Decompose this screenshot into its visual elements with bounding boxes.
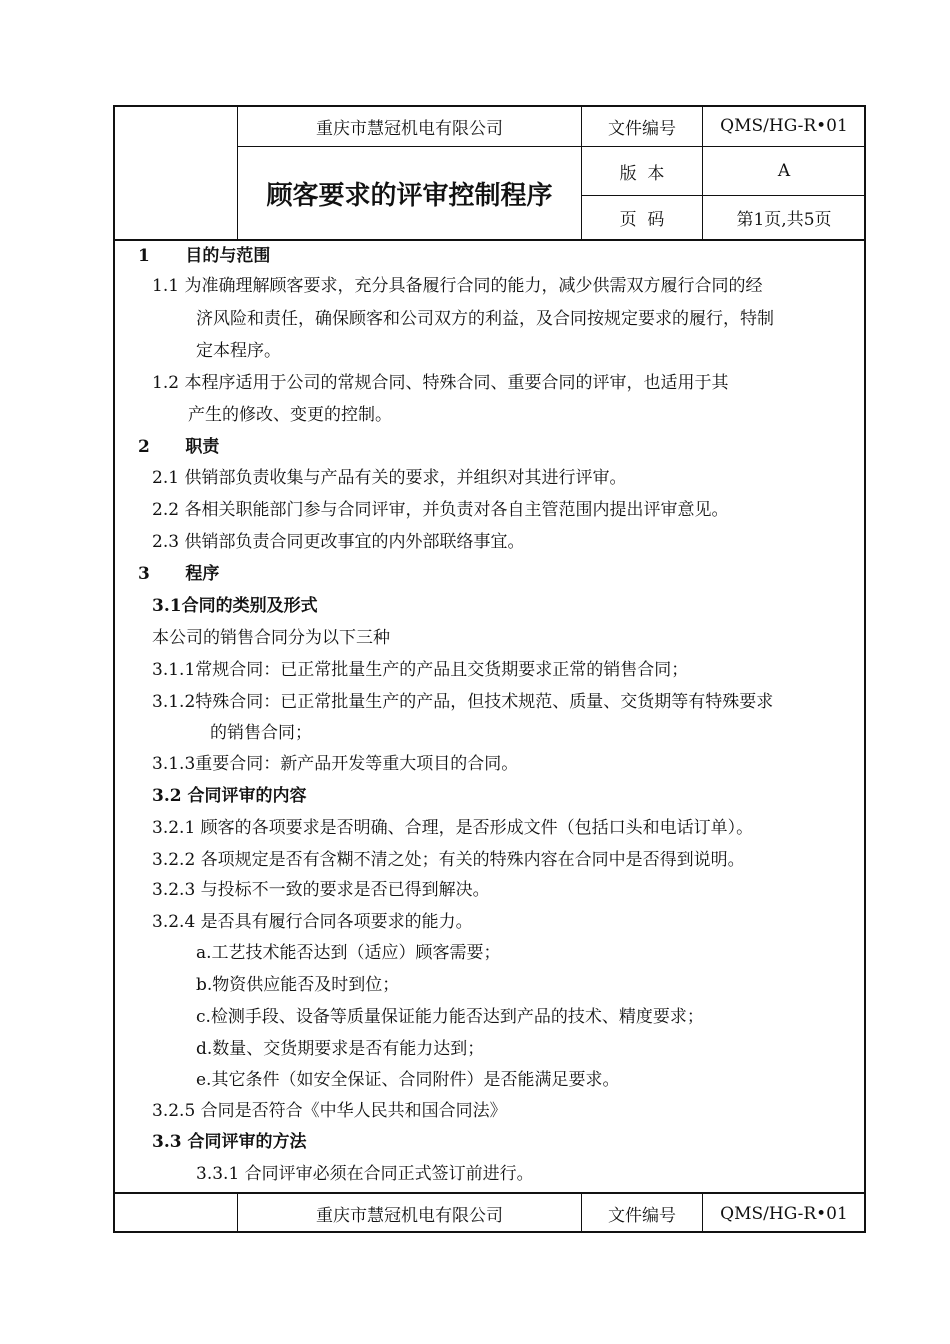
body-line: 1.1 为准确理解顾客要求，充分具备履行合同的能力，减少供需双方履行合同的经 — [152, 276, 763, 296]
body-line: 定本程序。 — [196, 341, 281, 361]
header-company: 重庆市慧冠机电有限公司 — [316, 118, 503, 139]
header-doc-no: QMS/HG-R•01 — [720, 116, 848, 136]
body-line: 2 职责 — [138, 437, 220, 457]
body-line: 3.1.3重要合同：新产品开发等重大项目的合同。 — [152, 754, 519, 774]
body-line: 3.2.4 是否具有履行合同各项要求的能力。 — [152, 912, 473, 932]
body-line: 本公司的销售合同分为以下三种 — [152, 628, 390, 648]
header-doc-no-label: 文件编号 — [608, 118, 676, 139]
body-line: 3.2.1 顾客的各项要求是否明确、合理，是否形成文件（包括口头和电话订单）。 — [152, 818, 754, 838]
body-line: 1 目的与范围 — [138, 246, 271, 266]
body-line: 3.1.2特殊合同：已正常批量生产的产品，但技术规范、质量、交货期等有特殊要求 — [152, 692, 774, 712]
body-line: d.数量、交货期要求是否有能力达到； — [196, 1039, 485, 1059]
body-line: 产生的修改、变更的控制。 — [188, 405, 392, 425]
body-line: 的销售合同； — [210, 723, 312, 743]
body-line: 2.3 供销部负责合同更改事宜的内外部联络事宜。 — [152, 532, 525, 552]
body-line: 3.1.1常规合同：已正常批量生产的产品且交货期要求正常的销售合同； — [152, 660, 689, 680]
header-page: 第1页,共5页 — [736, 210, 832, 230]
body-line: 3.2.2 各项规定是否有含糊不清之处；有关的特殊内容在合同中是否得到说明。 — [152, 850, 745, 870]
body-line: 济风险和责任，确保顾客和公司双方的利益，及合同按规定要求的履行，特制 — [196, 309, 774, 329]
body-line: e.其它条件（如安全保证、合同附件）是否能满足要求。 — [196, 1070, 620, 1090]
header-version: A — [777, 161, 791, 181]
header-divider — [113, 239, 866, 241]
body-line: 3.2.5 合同是否符合《中华人民共和国合同法》 — [152, 1101, 507, 1121]
body-line: 3.1合同的类别及形式 — [152, 596, 318, 616]
document-title: 顾客要求的评审控制程序 — [266, 180, 553, 211]
body-line: 1.2 本程序适用于公司的常规合同、特殊合同、重要合同的评审，也适用于其 — [152, 373, 729, 393]
header-version-label: 版 本 — [619, 163, 665, 184]
body-line: 2.1 供销部负责收集与产品有关的要求，并组织对其进行评审。 — [152, 468, 627, 488]
body-line: 3.3.1 合同评审必须在合同正式签订前进行。 — [196, 1164, 534, 1184]
body-line: 3.3 合同评审的方法 — [152, 1132, 307, 1152]
header-page-label: 页 码 — [619, 210, 665, 230]
footer-company: 重庆市慧冠机电有限公司 — [316, 1206, 503, 1226]
footer-doc-no: QMS/HG-R•01 — [720, 1203, 848, 1224]
body-line: 3 程序 — [138, 564, 220, 584]
body-line: b.物资供应能否及时到位； — [196, 975, 400, 995]
body-line: a.工艺技术能否达到（适应）顾客需要； — [196, 943, 501, 963]
body-line: c.检测手段、设备等质量保证能力能否达到产品的技术、精度要求； — [196, 1007, 704, 1027]
body-line: 3.2 合同评审的内容 — [152, 786, 307, 806]
body-line: 2.2 各相关职能部门参与合同评审，并负责对各自主管范围内提出评审意见。 — [152, 500, 729, 520]
footer-doc-no-label: 文件编号 — [608, 1206, 676, 1226]
body-line: 3.2.3 与投标不一致的要求是否已得到解决。 — [152, 880, 490, 900]
